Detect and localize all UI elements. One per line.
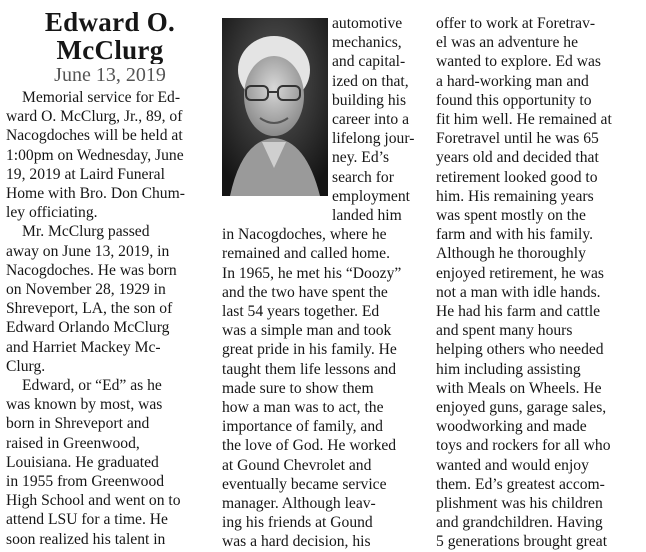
text-line: taught them life lessons and <box>222 360 397 378</box>
text-line: manager. Although leav- <box>222 495 376 513</box>
text-line: importance of family, and <box>222 418 383 436</box>
text-line: and the two have spent the <box>222 283 388 301</box>
name-line-1: Edward O. <box>44 8 176 36</box>
text-line: ing his friends at Gound <box>222 514 373 532</box>
text-line: 5 generations brought great <box>436 533 608 551</box>
text-line: was a simple man and took <box>222 322 392 340</box>
text-line: wanted and would enjoy <box>436 456 589 474</box>
text-line: helping others who needed <box>436 341 604 359</box>
text-line: toys and rockers for all who <box>436 437 611 455</box>
text-line: woodworking and made <box>436 418 587 436</box>
column-2-text <box>222 225 428 551</box>
text-line: him including assisting <box>436 360 581 378</box>
text-line: automotive <box>332 15 403 32</box>
text-line: career into a <box>332 111 410 129</box>
column-2-wrap-text <box>222 14 428 225</box>
text-line: was known by most, was <box>6 396 163 414</box>
text-line: plishment was his children <box>436 495 603 513</box>
text-line: in Nacogdoches, where he <box>222 226 387 244</box>
text-line: soon realized his talent in <box>6 530 166 548</box>
column-2 <box>222 14 428 552</box>
text-line: how a man was to act, the <box>222 399 384 417</box>
text-line: them. Ed’s greatest accom- <box>436 475 605 493</box>
text-line: Louisiana. He graduated <box>6 453 159 471</box>
text-line: at Gound Chevrolet and <box>222 456 372 474</box>
text-line: Shreveport, LA, the son of <box>6 300 173 318</box>
text-line: and Harriet Mackey Mc- <box>6 338 161 356</box>
name-line-2: McClurg <box>56 36 164 64</box>
text-line: remained and called home. <box>222 245 390 263</box>
text-line: in 1955 from Greenwood <box>6 473 165 491</box>
text-line: He had his farm and cattle <box>436 303 601 321</box>
text-line: search for <box>332 168 394 186</box>
text-line: Although he thoroughly <box>436 245 586 263</box>
text-line: made sure to show them <box>222 379 374 397</box>
text-line: offer to work at Foretrav- <box>436 15 596 32</box>
text-line: and capital- <box>332 53 406 71</box>
name-heading <box>6 8 214 64</box>
column-1-text <box>6 88 214 549</box>
text-line: ley officiating. <box>6 204 98 222</box>
text-line: great pride in his family. He <box>222 341 397 359</box>
text-line: landed him <box>332 207 402 225</box>
text-line: Memorial service for Ed- <box>22 89 181 106</box>
text-line: retirement looked good to <box>436 168 598 186</box>
text-line: the love of God. He worked <box>222 437 397 455</box>
text-line: last 54 years together. Ed <box>222 303 380 321</box>
text-line: Home with Bro. Don Chum- <box>6 185 185 203</box>
text-line: Edward, or “Ed” as he <box>22 377 162 395</box>
text-line: Mr. McClurg passed <box>22 223 150 241</box>
text-line: Nacogdoches. He was born <box>6 261 177 279</box>
text-line: him. His remaining years <box>436 187 594 205</box>
text-line: born in Shreveport and <box>6 415 150 433</box>
text-line: Foretravel until he was 65 <box>436 130 599 148</box>
text-line: away on June 13, 2019, in <box>6 242 170 260</box>
date-subheading: June 13, 2019 <box>54 64 166 86</box>
text-line: building his <box>332 91 407 109</box>
text-line: 19, 2019 at Laird Funeral <box>6 165 165 183</box>
text-line: lifelong jour- <box>332 130 415 148</box>
column-3 <box>436 14 642 552</box>
text-line: ized on that, <box>332 72 409 90</box>
text-line: years old and decided that <box>436 149 599 167</box>
text-line: el was an adventure he <box>436 34 579 52</box>
text-line: eventually became service <box>222 475 387 493</box>
text-line: enjoyed guns, garage sales, <box>436 399 607 417</box>
text-line: Clurg. <box>6 357 46 375</box>
text-line: a hard-working man and <box>436 72 589 90</box>
text-line: and grandchildren. Having <box>436 514 603 532</box>
text-line: 1:00pm on Wednesday, June <box>6 146 184 164</box>
text-line: ney. Ed’s <box>332 149 390 167</box>
text-line: and spent many hours <box>436 322 573 340</box>
text-line: with Meals on Wheels. He <box>436 379 602 397</box>
text-line: ward O. McClurg, Jr., 89, of <box>6 108 183 126</box>
text-line: not a man with idle hands. <box>436 283 601 301</box>
text-line: farm and with his family. <box>436 226 594 244</box>
text-line: High School and went on to <box>6 492 181 510</box>
text-line: found this opportunity to <box>436 91 592 109</box>
text-line: mechanics, <box>332 34 402 52</box>
text-line: In 1965, he met his “Doozy” <box>222 264 402 282</box>
text-line: was a hard decision, his <box>222 533 371 551</box>
text-line: attend LSU for a time. He <box>6 511 168 529</box>
text-line: on November 28, 1929 in <box>6 281 166 299</box>
text-line: employment <box>332 187 410 205</box>
text-line: Nacogdoches will be held at <box>6 127 183 145</box>
text-line: raised in Greenwood, <box>6 434 140 452</box>
text-line: enjoyed retirement, he was <box>436 264 604 282</box>
text-line: was spent mostly on the <box>436 207 586 225</box>
text-line: Edward Orlando McClurg <box>6 319 170 337</box>
text-line: wanted to explore. Ed was <box>436 53 601 71</box>
text-line: fit him well. He remained at <box>436 111 612 129</box>
column-1 <box>6 4 214 549</box>
